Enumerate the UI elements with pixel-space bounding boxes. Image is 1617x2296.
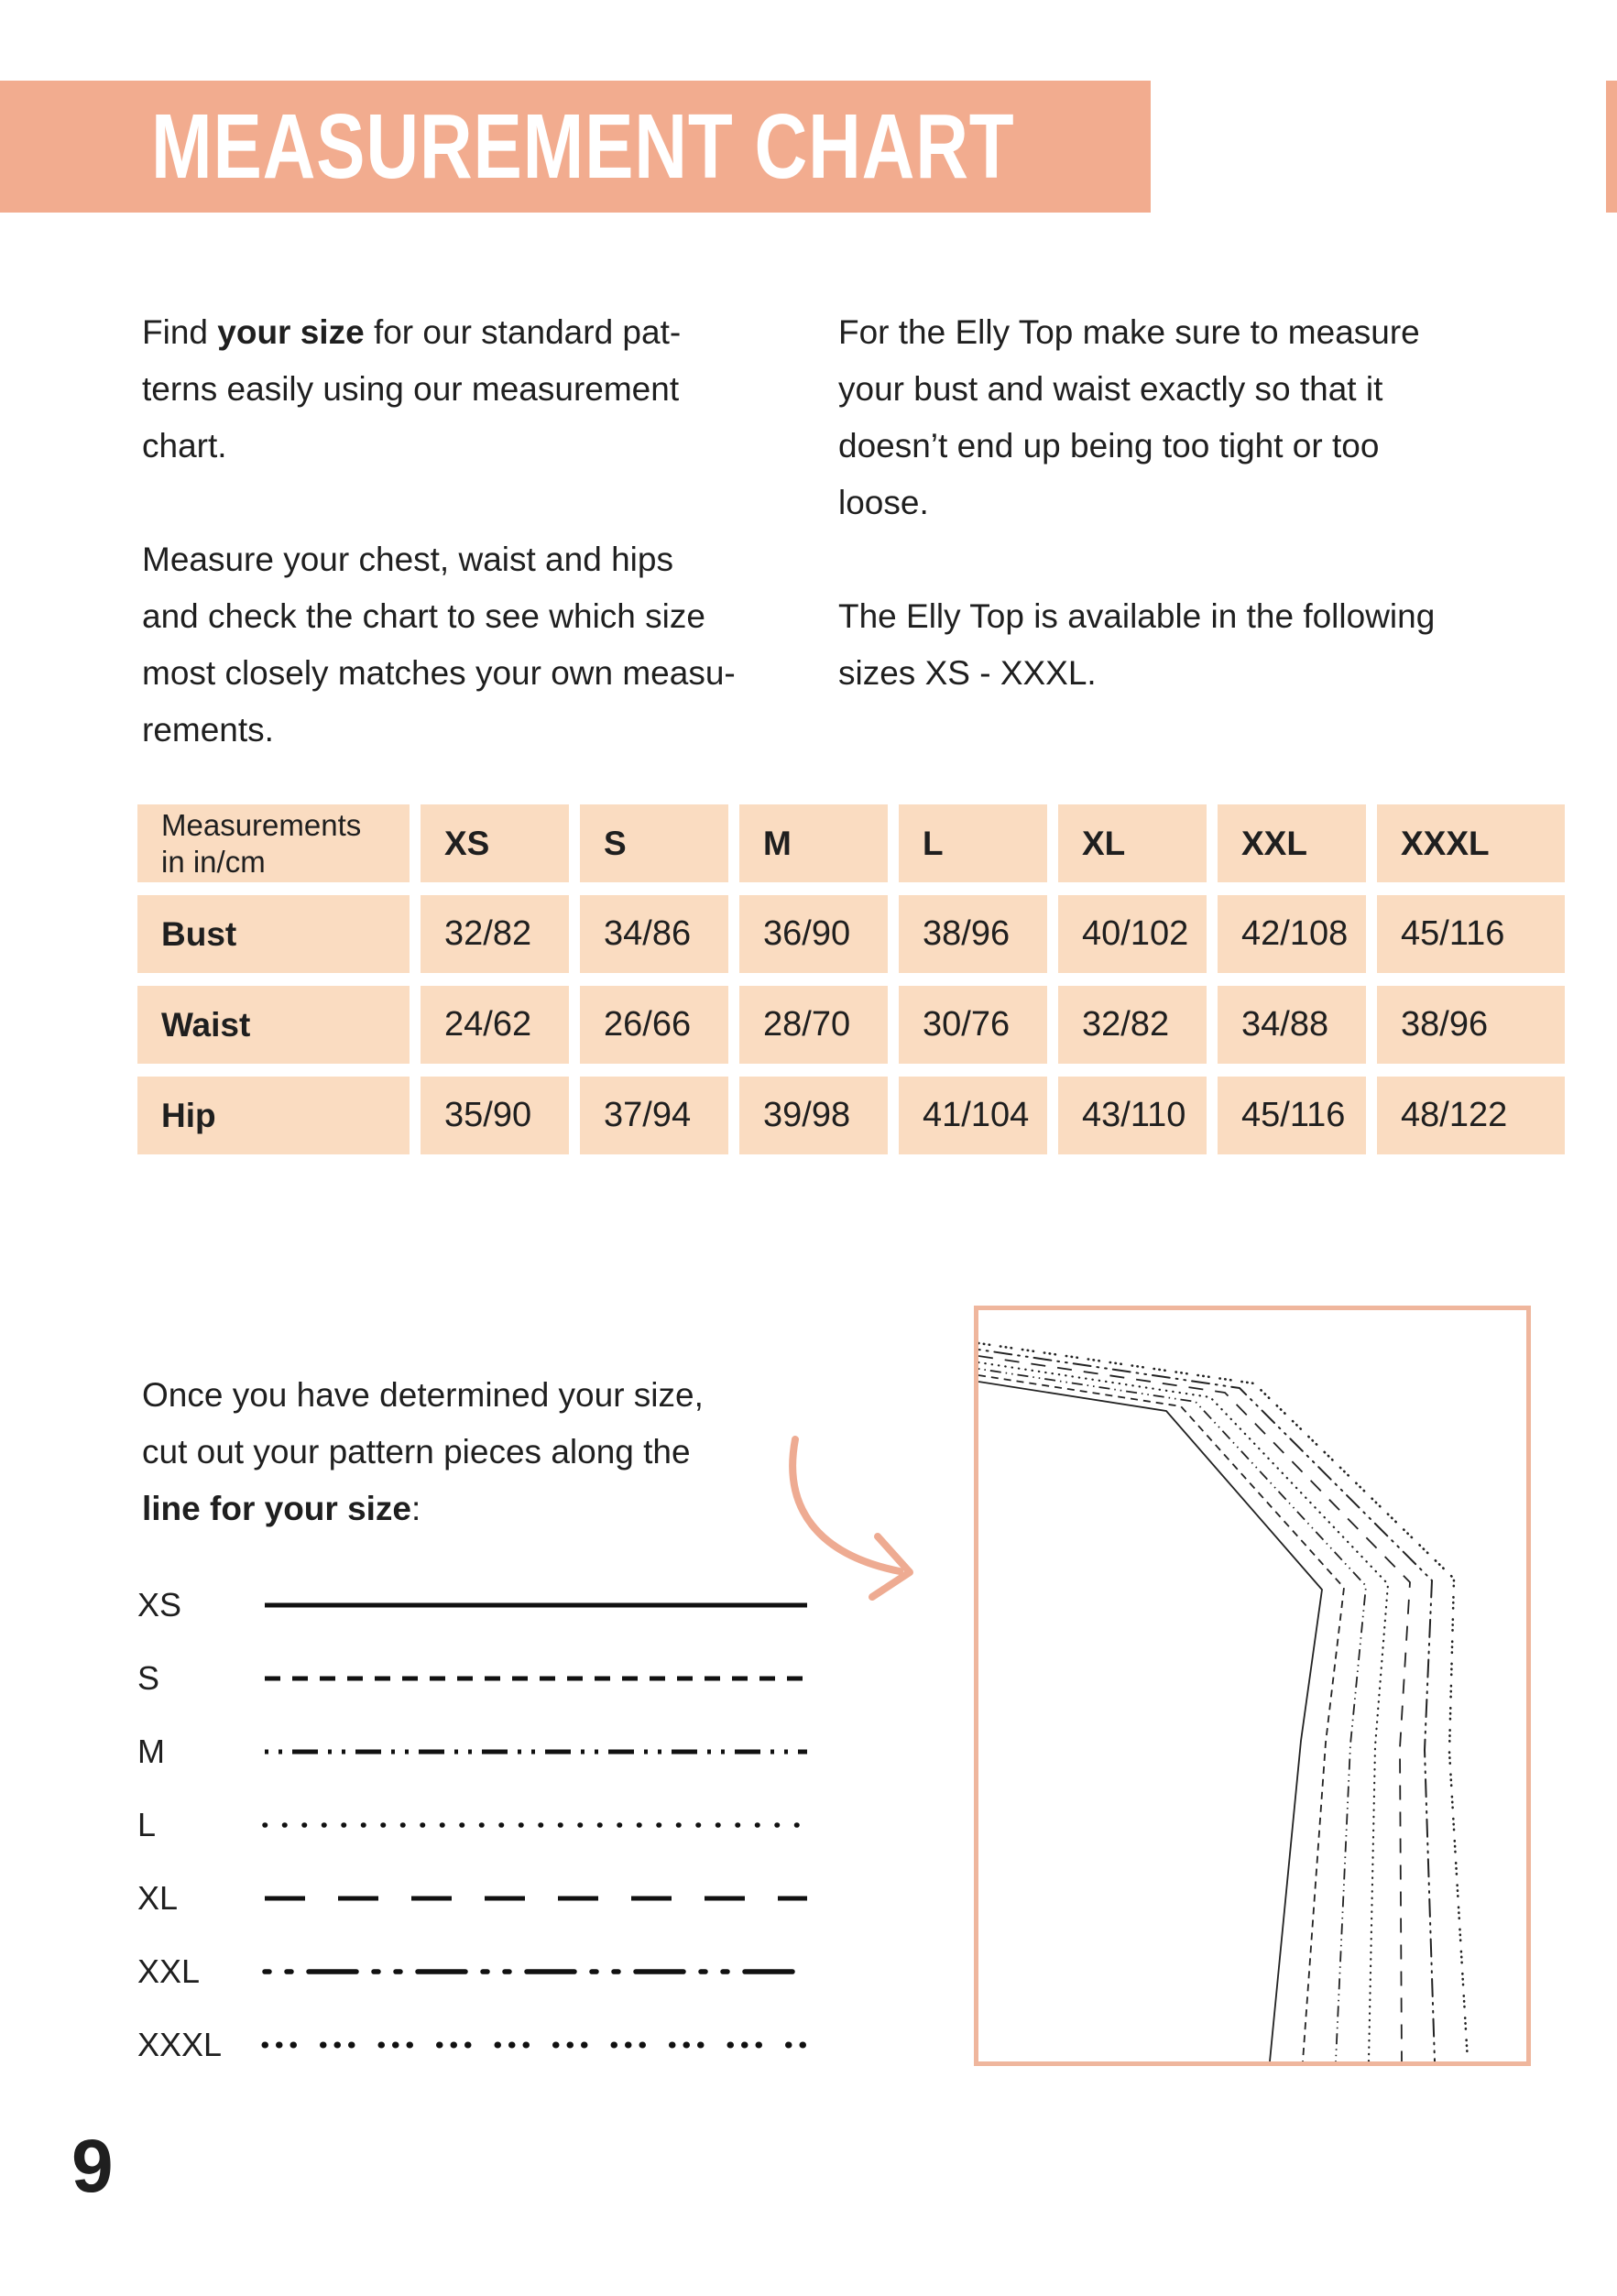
text-run: for our standard pat-	[364, 313, 682, 351]
legend-line-sample	[261, 1893, 811, 1904]
legend-line-sample	[261, 1820, 811, 1831]
legend-size-label: XXXL	[137, 2026, 223, 2063]
text-line: The Elly Top is available in the following	[838, 597, 1436, 635]
table-value-cell: 45/116	[1218, 1077, 1366, 1154]
legend-size-label: XXL	[137, 1952, 201, 1990]
table-value-cell: 42/108	[1218, 895, 1366, 973]
pattern-diagram	[974, 1306, 1531, 2066]
intro-right-column	[838, 304, 1516, 702]
table-value-cell: 32/82	[421, 895, 569, 973]
table-value-cell: 30/76	[899, 986, 1047, 1064]
table-value-cell: 41/104	[899, 1077, 1047, 1154]
table-size-header: XL	[1058, 804, 1207, 882]
legend-row-xs	[137, 1578, 815, 1633]
table-value-cell: 28/70	[739, 986, 888, 1064]
table-value-cell: 34/88	[1218, 986, 1366, 1064]
table-size-header: XS	[421, 804, 569, 882]
text-run: Find	[142, 313, 218, 351]
table-size-header: XXL	[1218, 804, 1366, 882]
table-value-cell: 36/90	[739, 895, 888, 973]
table-size-header: XXXL	[1377, 804, 1565, 882]
text-line: rements.	[142, 711, 274, 749]
legend-line-sample	[261, 2039, 811, 2050]
text-line: loose.	[838, 484, 929, 521]
legend-size-label: S	[137, 1659, 160, 1697]
table-value-cell: 35/90	[421, 1077, 569, 1154]
text-line	[142, 304, 802, 361]
table-value-cell: 24/62	[421, 986, 569, 1064]
text-run-bold: line for your size	[142, 1490, 412, 1527]
pattern-cut-line-l	[978, 1362, 1388, 2061]
pattern-cut-line-m	[978, 1369, 1366, 2061]
pattern-diagram-canvas	[978, 1310, 1526, 2061]
legend-line-sample	[261, 1673, 811, 1684]
table-value-cell: 39/98	[739, 1077, 888, 1154]
table-size-header: L	[899, 804, 1047, 882]
measurement-table	[137, 804, 1565, 1154]
text-run-bold: your size	[217, 313, 365, 351]
legend-row-xxl	[137, 1944, 815, 1999]
table-value-cell: 34/86	[580, 895, 728, 973]
table-row-label: Hip	[137, 1077, 410, 1154]
title-banner-edge-sliver	[1606, 81, 1617, 213]
table-value-cell: 38/96	[1377, 986, 1565, 1064]
pattern-cut-line-xxxl	[978, 1343, 1468, 2061]
legend-row-s	[137, 1651, 815, 1706]
page-title-banner	[0, 81, 1151, 213]
legend-size-label: M	[137, 1733, 165, 1770]
text-line: For the Elly Top make sure to measure	[838, 313, 1420, 351]
text-line: Once you have determined your size,	[142, 1376, 704, 1414]
text-line: and check the chart to see which size	[142, 597, 705, 635]
paragraph-gap	[838, 531, 1516, 588]
text-line: doesn’t end up being too tight or too	[838, 427, 1380, 465]
text-line: chart.	[142, 427, 227, 465]
text-line: your bust and waist exactly so that it	[838, 370, 1383, 408]
table-value-cell: 48/122	[1377, 1077, 1565, 1154]
table-value-cell: 32/82	[1058, 986, 1207, 1064]
table-row-label: Bust	[137, 895, 410, 973]
table-size-header: S	[580, 804, 728, 882]
pattern-cut-line-xl	[978, 1356, 1410, 2061]
table-value-cell: 26/66	[580, 986, 728, 1064]
text-line: most closely matches your own measu-	[142, 654, 736, 692]
text-line: terns easily using our measurement	[142, 370, 680, 408]
legend-size-label: XS	[137, 1586, 182, 1624]
table-value-cell: 43/110	[1058, 1077, 1207, 1154]
text-line: Measure your chest, waist and hips	[142, 541, 673, 578]
table-corner-cell: Measurements in in/cm	[137, 804, 410, 882]
legend-row-xxxl	[137, 2017, 815, 2072]
text-run: :	[411, 1490, 421, 1527]
legend-row-m	[137, 1724, 815, 1779]
legend-size-label: XL	[137, 1879, 179, 1917]
curved-arrow-icon	[760, 1416, 962, 1626]
table-size-header: M	[739, 804, 888, 882]
cutting-instruction	[142, 1367, 704, 1537]
page-title: MEASUREMENT CHART	[151, 94, 1015, 198]
legend-line-sample	[261, 1600, 811, 1611]
text-line: sizes XS - XXXL.	[838, 654, 1097, 692]
text-line	[142, 1481, 704, 1537]
table-value-cell: 40/102	[1058, 895, 1207, 973]
legend-size-label: L	[137, 1806, 157, 1843]
legend-row-xl	[137, 1871, 815, 1926]
intro-left-column	[142, 304, 802, 759]
table-value-cell: 45/116	[1377, 895, 1565, 973]
table-value-cell: 38/96	[899, 895, 1047, 973]
page-number: 9	[71, 2125, 114, 2208]
table-row-label: Waist	[137, 986, 410, 1064]
legend-line-sample	[261, 1966, 811, 1977]
paragraph-gap	[142, 475, 802, 531]
pattern-cut-line-s	[978, 1375, 1344, 2061]
legend-line-sample	[261, 1746, 811, 1757]
text-line: cut out your pattern pieces along the	[142, 1433, 691, 1471]
legend-row-l	[137, 1798, 815, 1853]
table-value-cell: 37/94	[580, 1077, 728, 1154]
